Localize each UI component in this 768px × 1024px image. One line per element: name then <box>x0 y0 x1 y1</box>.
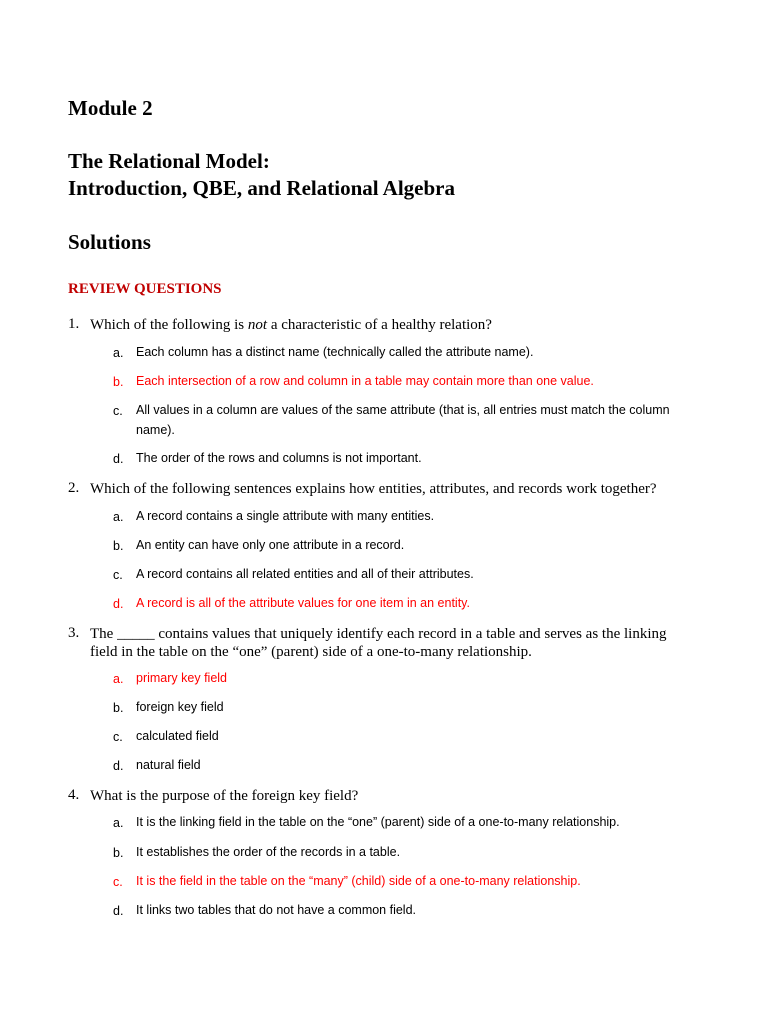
option-letter: b. <box>113 846 124 860</box>
question-text: Which of the following is not a characteristic of a healthy relation? <box>90 317 492 333</box>
option-letter-correct: c. <box>113 875 123 889</box>
option-text: foreign key field <box>136 700 224 714</box>
chapter-title-line1: The Relational Model: <box>68 149 270 173</box>
question-number: 2. <box>68 480 80 496</box>
option-text-correct: A record is all of the attribute values for one item in an entity. <box>136 596 470 610</box>
option-letter: b. <box>113 539 124 553</box>
option-letter: d. <box>113 452 124 466</box>
option-text-correct: Each intersection of a row and column in a table may contain more than one value. <box>136 374 594 388</box>
question-number: 3. <box>68 625 80 641</box>
option-text: A record contains all related entities and all of their attributes. <box>136 567 474 581</box>
option-text: All values in a column are values of the same attribute (that is, all entries must match the column name). <box>136 403 670 437</box>
option-text: It is the linking field in the table on the “one” (parent) side of a one-to-many relationship. <box>136 815 620 829</box>
option-letter: b. <box>113 701 124 715</box>
option-letter: c. <box>113 568 123 582</box>
option-text: A record contains a single attribute with many entities. <box>136 509 435 523</box>
module-title: Module 2 <box>68 96 153 120</box>
option-text-correct: It is the field in the table on the “many” (child) side of a one-to-many relationship. <box>136 874 581 888</box>
question-text: Which of the following sentences explains how entities, attributes, and records work together? <box>90 481 657 497</box>
emphasis-not: not <box>247 317 268 333</box>
question-number: 4. <box>68 787 80 803</box>
option-letter: a. <box>113 346 124 360</box>
option-text: An entity can have only one attribute in a record. <box>136 538 405 552</box>
option-letter-correct: d. <box>113 597 124 611</box>
option-letter: c. <box>113 404 123 418</box>
question-number: 1. <box>68 316 80 332</box>
option-text: natural field <box>136 758 201 772</box>
chapter-title-line2: Introduction, QBE, and Relational Algebra <box>68 176 456 200</box>
option-letter: d. <box>113 759 124 773</box>
option-text: It links two tables that do not have a common field. <box>136 903 417 917</box>
option-text: It establishes the order of the records in a table. <box>136 845 401 859</box>
option-letter-correct: a. <box>113 672 124 686</box>
option-text: calculated field <box>136 729 219 743</box>
option-letter: d. <box>113 904 124 918</box>
option-letter: c. <box>113 730 123 744</box>
option-letter: a. <box>113 816 124 830</box>
option-text: The order of the rows and columns is not important. <box>136 451 422 465</box>
review-questions-heading: REVIEW QUESTIONS <box>68 281 222 297</box>
option-letter-correct: b. <box>113 375 124 389</box>
option-letter: a. <box>113 510 124 524</box>
option-text-correct: primary key field <box>136 671 227 685</box>
option-text: Each column has a distinct name (technically called the attribute name). <box>136 345 534 359</box>
question-text: What is the purpose of the foreign key field? <box>90 788 359 804</box>
solutions-heading: Solutions <box>68 230 151 254</box>
question-text: The _____ contains values that uniquely identify each record in a table and serves as the linking field in the table on the “one” (parent) side of a one-to-many relationship. <box>90 626 667 660</box>
